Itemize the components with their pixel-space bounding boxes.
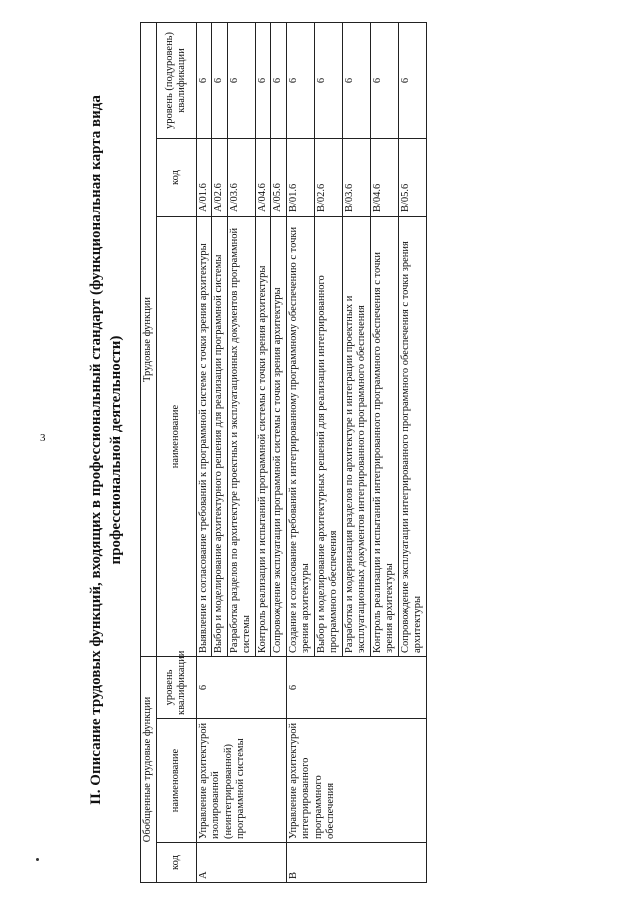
function-level: 6 [398, 22, 426, 138]
function-level: 6 [212, 22, 228, 138]
function-level: 6 [314, 22, 342, 138]
function-name: Выявление и согласование требований к программной системе с точки зрения архитектуры [196, 217, 212, 657]
function-name: Контроль реализации и испытаний программной системы с точки зрения архитектуры [255, 217, 271, 657]
group-code: A [196, 843, 286, 883]
function-code: B/02.6 [314, 139, 342, 217]
function-name: Выбор и моделирование архитектурного решения для реализации программной системы [212, 217, 228, 657]
header-name: наименование [156, 719, 196, 843]
function-code: A/04.6 [255, 139, 271, 217]
function-name: Сопровождение эксплуатации программной системы с точки зрения архитектуры [271, 217, 287, 657]
title-line-1: II. Описание трудовых функций, входящих в профессиональный стандарт (функциональная карта вида [88, 95, 104, 805]
group-name: Управление архитектурой интегрированного программного обеспечения [286, 719, 426, 843]
group-name: Управление архитектурой изолированной (неинтегрированной) программной системы [196, 719, 286, 843]
function-name: Разработка и модернизация разделов по архитектуре и интеграции проектных и эксплуатационных документов интегрированного программного обеспечения [342, 217, 370, 657]
function-code: A/02.6 [212, 139, 228, 217]
header-fn-name: наименование [156, 217, 196, 657]
header-row-1 [141, 22, 157, 882]
function-level: 6 [286, 22, 314, 138]
page-number: 3 [40, 432, 46, 444]
function-code: B/01.6 [286, 139, 314, 217]
functional-map-table-wrap [140, 23, 427, 883]
header-code: код [156, 843, 196, 883]
table-row [196, 22, 212, 882]
function-code: B/05.6 [398, 139, 426, 217]
function-level: 6 [342, 22, 370, 138]
function-code: A/05.6 [271, 139, 287, 217]
function-code: A/01.6 [196, 139, 212, 217]
function-level: 6 [271, 22, 287, 138]
header-level: уровень квалификации [156, 657, 196, 719]
function-level: 6 [370, 22, 398, 138]
table-row [286, 22, 314, 882]
group-level: 6 [286, 657, 426, 719]
header-fn-level: уровень (подуровень) квалификации [156, 22, 196, 138]
header-fn-code: код [156, 139, 196, 217]
function-name: Сопровождение эксплуатации интегрированного программного обеспечения с точки зрения архитектуры [398, 217, 426, 657]
header-row-2 [156, 22, 196, 882]
function-code: A/03.6 [227, 139, 255, 217]
function-name: Разработка разделов по архитектуре проектных и эксплуатационных документов программной системы [227, 217, 255, 657]
title-line-2: профессиональной деятельности) [108, 335, 124, 565]
group-code: B [286, 843, 426, 883]
header-functions: Трудовые функции [141, 22, 157, 656]
function-code: B/04.6 [370, 139, 398, 217]
functional-map-table [140, 22, 427, 883]
section-title [86, 85, 126, 815]
header-generalized: Обобщенные трудовые функции [141, 657, 157, 883]
function-name: Выбор и моделирование архитектурных решений для реализации интегрированного программного обеспечения [314, 217, 342, 657]
function-level: 6 [255, 22, 271, 138]
function-level: 6 [227, 22, 255, 138]
group-level: 6 [196, 657, 286, 719]
function-name: Контроль реализации и испытаний интегрированного программного обеспечения с точки зрения архитектуры [370, 217, 398, 657]
function-level: 6 [196, 22, 212, 138]
function-name: Создание и согласование требований к интегрированному программному обеспечению с точки зрения архитектуры [286, 217, 314, 657]
function-code: B/03.6 [342, 139, 370, 217]
